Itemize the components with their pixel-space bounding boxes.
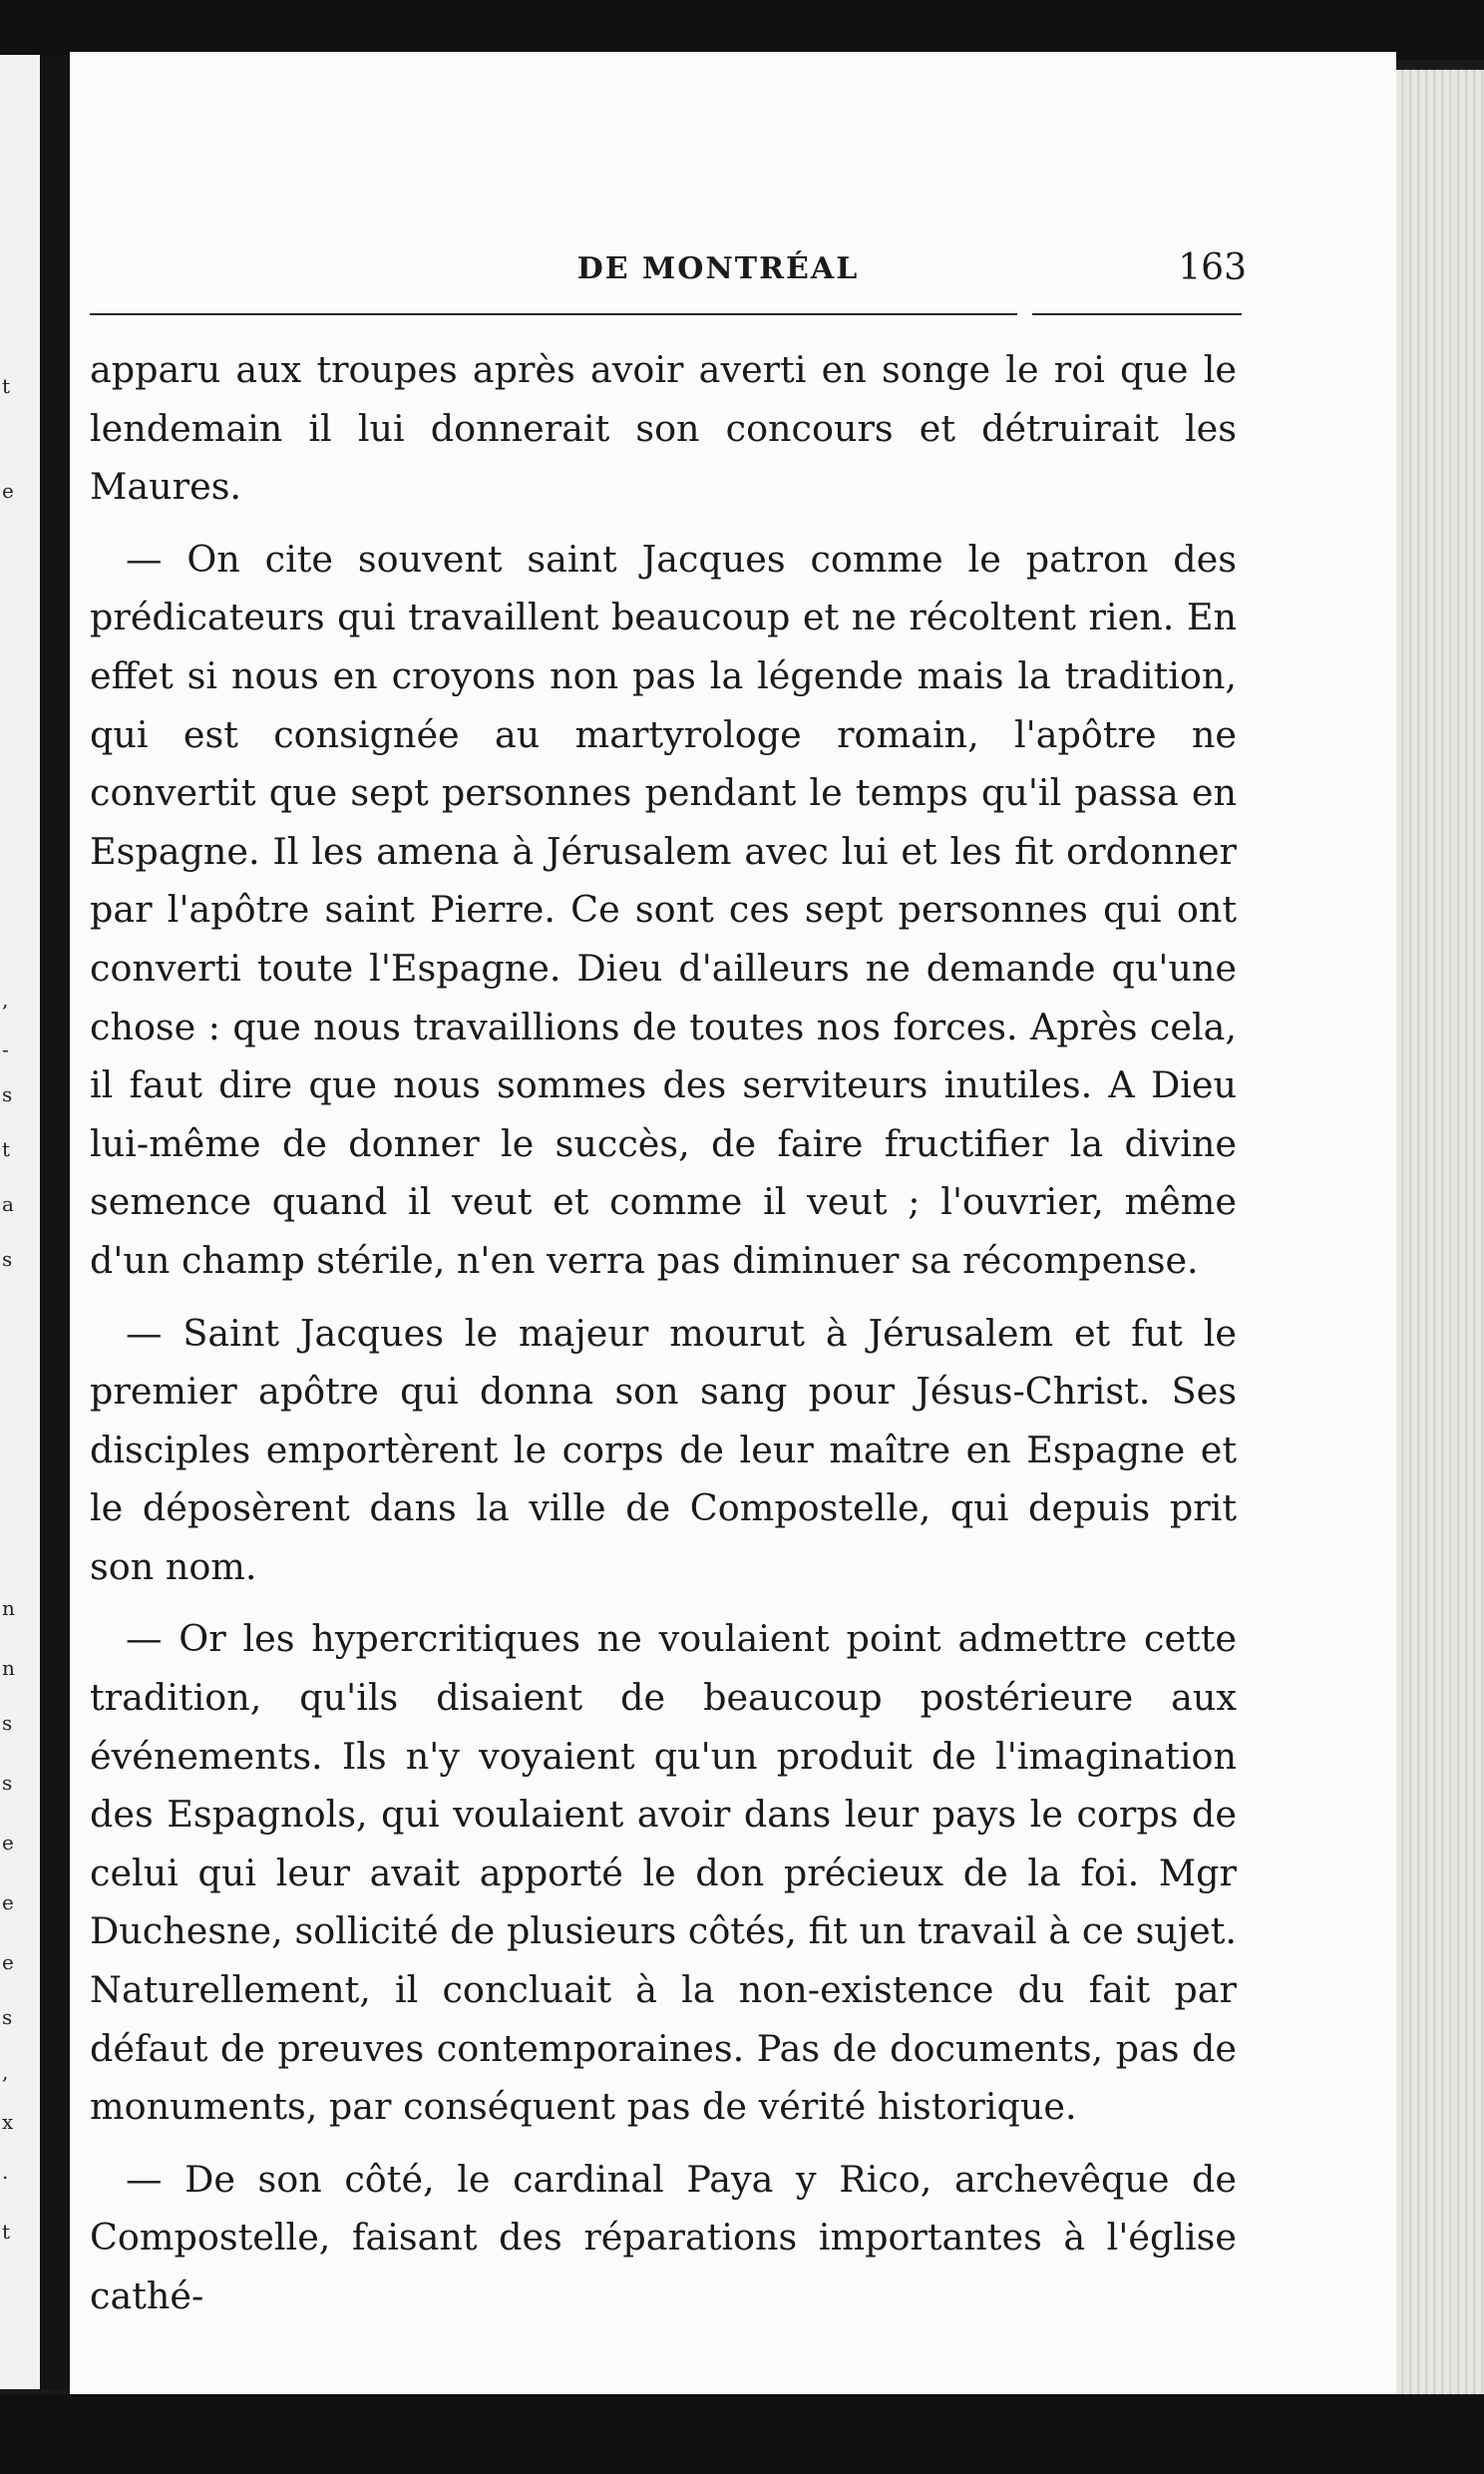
book-page [70, 52, 1396, 2474]
paragraph: — Or les hypercritiques ne voulaient point admettre cette tradition, qu'ils disaient de beaucoup postérieure aux événements. Ils n'y voyaient qu'un produit de l'imagination des Espagnols, qui voulaient avoir dans leur pays le corps de celui qui leur avait apporté le don précieux de la foi. Mgr Duchesne, sollicité de plusieurs côtés, fit un travail à ce sujet. Naturellement, il concluait à la non-existence du fait par défaut de preuves contemporaines. Pas de documents, pas de monuments, par conséquent pas de vérité historique. [90, 1617, 1237, 2129]
header-rule-short [1032, 313, 1242, 315]
margin-fragment: s [2, 1247, 13, 1271]
body-text [90, 341, 1237, 2340]
margin-fragment: t [2, 2220, 11, 2244]
margin-fragment: a [2, 1192, 14, 1216]
margin-fragment: n [2, 1596, 15, 1620]
scan-top-border [0, 0, 1484, 60]
page-number: 163 [1178, 247, 1247, 288]
previous-page-edge [0, 55, 40, 2389]
margin-fragment: . [2, 2160, 9, 2184]
margin-fragment: t [2, 1137, 11, 1161]
scan-bottom-border [0, 2394, 1484, 2474]
paragraph: — De son côté, le cardinal Paya y Rico, archevêque de Compostelle, faisant des réparations importantes à l'église cathé- [90, 2157, 1237, 2317]
paragraph: apparu aux troupes après avoir averti en songe le roi que le lendemain il lui donnerait son concours et détruirait les Maures. [90, 348, 1237, 509]
margin-fragment: e [2, 479, 14, 503]
margin-fragment: s [2, 1771, 13, 1795]
paragraph: — Saint Jacques le majeur mourut à Jérusalem et fut le premier apôtre qui donna son sang pour Jésus-Christ. Ses disciples emportèrent le corps de leur maître en Espagne et le déposèrent dans la ville de Compostelle, qui depuis prit son nom. [90, 1311, 1237, 1588]
margin-fragment: e [2, 1890, 14, 1914]
book-gutter [40, 55, 70, 2389]
margin-fragment: , [2, 988, 9, 1012]
margin-fragment: s [2, 1711, 13, 1735]
margin-fragment: s [2, 2005, 13, 2029]
margin-fragment: t [2, 374, 11, 398]
margin-fragment: s [2, 1082, 13, 1106]
margin-fragment: - [2, 1037, 9, 1061]
paragraph: — On cite souvent saint Jacques comme le patron des prédicateurs qui travaillent beaucoup et ne récoltent rien. En effet si nous en croyons non pas la légende mais la tradition, qui est consignée au martyrologe romain, l'apôtre ne convertit que sept personnes pendant le temps qu'il passa en Espagne. Il les amena à Jérusalem avec lui et les fit ordonner par l'apôtre saint Pierre. Ce sont ces sept personnes qui ont converti toute l'Espagne. Dieu d'ailleurs ne demande qu'une chose : que nous travaillions de toutes nos forces. Après cela, il faut dire que nous sommes des serviteurs inutiles. A Dieu lui-même de donner le succès, de faire fructifier la divine semence quand il veut et comme il veut ; l'ouvrier, même d'un champ stérile, n'en verra pas diminuer sa récompense. [90, 537, 1237, 1282]
margin-fragment: , [2, 2060, 9, 2084]
header-rule [90, 313, 1017, 315]
running-title: DE MONTRÉAL [576, 251, 860, 286]
margin-fragment: n [2, 1656, 15, 1680]
margin-fragment: e [2, 1950, 14, 1974]
margin-fragment: x [2, 2110, 14, 2134]
margin-fragment: e [2, 1831, 14, 1855]
page-block-edges [1396, 70, 1484, 2474]
